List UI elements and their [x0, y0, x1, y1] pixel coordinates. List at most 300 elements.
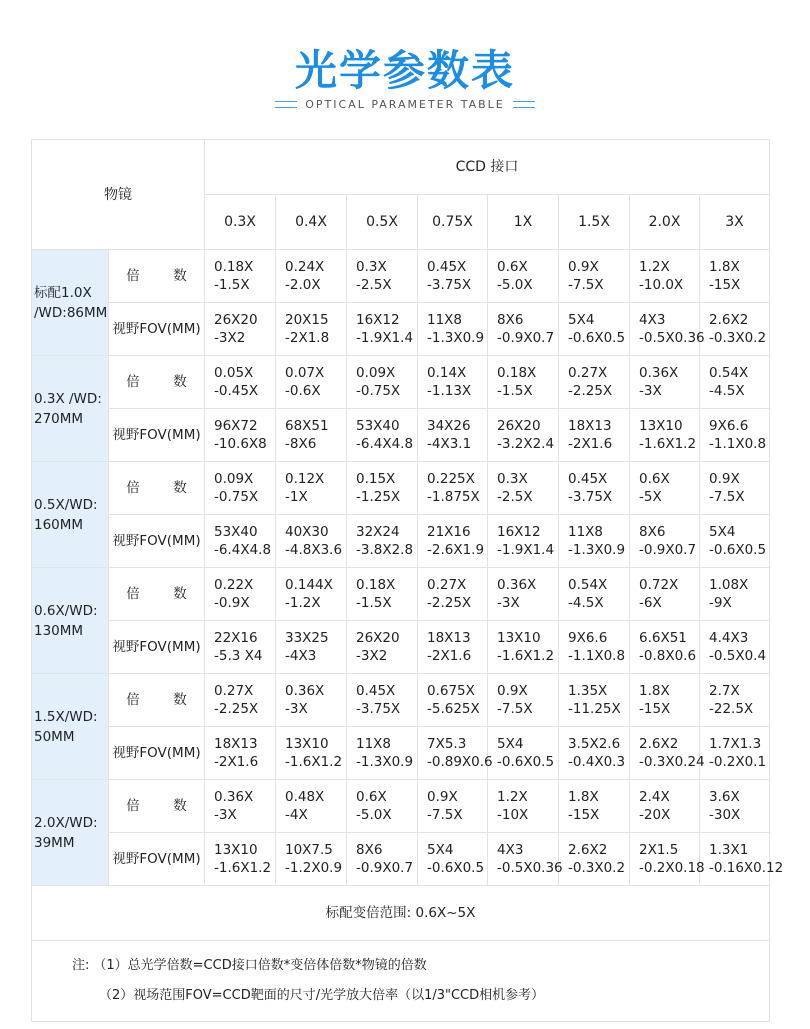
magnification-cell	[559, 356, 630, 409]
cell-value-line-1: 16X12	[356, 312, 400, 328]
cell-value-line-1: 13X10	[639, 418, 683, 434]
cell-value-line-1: 0.675X	[427, 683, 475, 699]
cell-value-line-1: 40X30	[285, 524, 329, 540]
cell-value-line-2: -0.5X0.36	[639, 330, 705, 346]
cell-value-line-2: -1.2X	[285, 595, 321, 611]
cell-value-line-1: 0.9X	[568, 259, 599, 275]
cell-value-line-2: -0.2X0.18	[639, 860, 705, 876]
cell-value-line-2: -1.5X	[497, 383, 533, 399]
cell-value-line-1: 0.9X	[497, 683, 528, 699]
fov-cell	[630, 621, 700, 674]
fov-label: 视野FOV(MM)	[109, 833, 205, 886]
ccd-mag-header: 0.3X	[205, 195, 276, 250]
magnification-cell	[205, 462, 276, 515]
cell-value-line-2: -6.4X4.8	[356, 436, 414, 452]
fov-cell	[700, 515, 770, 568]
cell-value-line-1: 4X3	[639, 312, 666, 328]
fov-cell	[488, 727, 559, 780]
note-text-1: （1）总光学倍数=CCD接口倍数*变倍体倍数*物镜的倍数	[93, 958, 427, 973]
notes-row	[32, 941, 770, 1022]
cell-value-line-2: -1.6X1.2	[639, 436, 697, 452]
cell-value-line-2: -0.9X0.7	[497, 330, 555, 346]
cell-value-line-1: 0.45X	[568, 471, 608, 487]
cell-value-line-2: -0.6X	[285, 383, 321, 399]
cell-value-line-2: -0.16X0.12	[709, 860, 784, 876]
cell-value-line-2: -1.25X	[356, 489, 401, 505]
magnification-cell	[700, 568, 770, 621]
cell-value-line-1: 2.7X	[709, 683, 740, 699]
cell-value-line-1: 26X20	[497, 418, 541, 434]
cell-value-line-1: 0.09X	[214, 471, 254, 487]
cell-value-line-2: -0.3X0.2	[568, 860, 626, 876]
zoom-range-text: 标配变倍范围: 0.6X~5X	[32, 886, 770, 941]
cell-value-line-1: 13X10	[497, 630, 541, 646]
fov-cell	[700, 621, 770, 674]
ccd-mag-header: 2.0X	[630, 195, 700, 250]
magnification-cell	[205, 250, 276, 303]
fov-label: 视野FOV(MM)	[109, 727, 205, 780]
cell-value-line-2: -0.6X0.5	[427, 860, 485, 876]
magnification-cell	[630, 674, 700, 727]
magnification-cell	[418, 250, 488, 303]
magnification-cell	[347, 462, 418, 515]
cell-value-line-1: 0.14X	[427, 365, 467, 381]
ccd-mag-header: 0.4X	[276, 195, 347, 250]
magnification-label: 倍 数	[109, 568, 205, 621]
fov-label: 视野FOV(MM)	[109, 515, 205, 568]
fov-row	[32, 303, 770, 356]
fov-cell	[347, 621, 418, 674]
fov-cell	[559, 833, 630, 886]
fov-cell	[205, 409, 276, 462]
fov-cell	[276, 833, 347, 886]
cell-value-line-1: 8X6	[639, 524, 666, 540]
fov-cell	[700, 303, 770, 356]
cell-value-line-2: -6X	[639, 595, 662, 611]
magnification-cell	[488, 356, 559, 409]
cell-value-line-2: -1.6X1.2	[497, 648, 555, 664]
fov-cell	[630, 303, 705, 356]
ccd-mag-header: 0.5X	[347, 195, 418, 250]
cell-value-line-1: 2.6X2	[568, 842, 608, 858]
magnification-cell	[276, 674, 347, 727]
fov-label: 视野FOV(MM)	[109, 409, 205, 462]
cell-value-line-1: 3.6X	[709, 789, 740, 805]
cell-value-line-1: 0.6X	[639, 471, 670, 487]
cell-value-line-1: 1.8X	[639, 683, 670, 699]
cell-value-line-1: 26X20	[356, 630, 400, 646]
cell-value-line-1: 0.12X	[285, 471, 325, 487]
fov-cell	[630, 727, 705, 780]
fov-cell	[418, 303, 488, 356]
fov-cell	[418, 727, 493, 780]
objective-label: 0.5X/WD: 160MM	[32, 462, 109, 568]
cell-value-line-1: 21X16	[427, 524, 471, 540]
cell-value-line-2: -0.6X0.5	[568, 330, 626, 346]
cell-value-line-1: 5X4	[568, 312, 595, 328]
fov-cell	[559, 409, 630, 462]
cell-value-line-2: -1.6X1.2	[214, 860, 272, 876]
cell-value-line-1: 0.18X	[497, 365, 537, 381]
cell-value-line-2: -0.9X0.7	[356, 860, 414, 876]
cell-value-line-1: 0.9X	[427, 789, 458, 805]
cell-value-line-1: 1.8X	[709, 259, 740, 275]
fov-row	[32, 621, 770, 674]
cell-value-line-2: -4X	[285, 807, 308, 823]
cell-value-line-1: 0.6X	[497, 259, 528, 275]
notes-prefix: 注:	[72, 958, 90, 973]
cell-value-line-2: -2.6X1.9	[427, 542, 485, 558]
cell-value-line-1: 18X13	[568, 418, 612, 434]
fov-cell	[347, 833, 418, 886]
fov-cell	[700, 833, 784, 886]
magnification-row	[32, 568, 770, 621]
cell-value-line-1: 9X6.6	[568, 630, 608, 646]
cell-value-line-2: -0.4X0.3	[568, 754, 626, 770]
magnification-cell	[205, 780, 276, 833]
cell-value-line-2: -3.75X	[356, 701, 401, 717]
cell-value-line-1: 2.6X2	[639, 736, 679, 752]
subtitle-text: OPTICAL PARAMETER TABLE	[305, 98, 505, 111]
cell-value-line-1: 8X6	[497, 312, 524, 328]
cell-value-line-1: 11X8	[427, 312, 463, 328]
magnification-cell	[276, 356, 347, 409]
magnification-cell	[418, 674, 488, 727]
fov-cell	[276, 621, 347, 674]
cell-value-line-2: -0.3X0.24	[639, 754, 705, 770]
cell-value-line-1: 2X1.5	[639, 842, 679, 858]
cell-value-line-2: -0.45X	[214, 383, 259, 399]
cell-value-line-1: 1.8X	[568, 789, 599, 805]
magnification-row	[32, 462, 770, 515]
cell-value-line-2: -1.1X0.8	[568, 648, 626, 664]
cell-value-line-2: -15X	[709, 277, 741, 293]
magnification-cell	[488, 568, 559, 621]
cell-value-line-1: 13X10	[214, 842, 258, 858]
note-line-2	[32, 981, 769, 1011]
cell-value-line-1: 13X10	[285, 736, 329, 752]
cell-value-line-2: -10X	[497, 807, 529, 823]
cell-value-line-2: -1.2X0.9	[285, 860, 343, 876]
cell-value-line-2: -0.6X0.5	[709, 542, 767, 558]
cell-value-line-1: 0.3X	[356, 259, 387, 275]
cell-value-line-2: -2.5X	[356, 277, 392, 293]
objective-label: 0.6X/WD: 130MM	[32, 568, 109, 674]
fov-cell	[276, 727, 347, 780]
ccd-mag-header: 0.75X	[418, 195, 488, 250]
cell-value-line-2: -2.25X	[214, 701, 259, 717]
fov-cell	[418, 621, 488, 674]
magnification-cell	[559, 462, 630, 515]
cell-value-line-2: -3X2	[356, 648, 388, 664]
cell-value-line-2: -10.0X	[639, 277, 684, 293]
cell-value-line-1: 8X6	[356, 842, 383, 858]
cell-value-line-1: 0.07X	[285, 365, 325, 381]
cell-value-line-1: 0.36X	[285, 683, 325, 699]
fov-cell	[276, 515, 347, 568]
cell-value-line-1: 22X16	[214, 630, 258, 646]
magnification-cell	[559, 780, 630, 833]
cell-value-line-2: -2.0X	[285, 277, 321, 293]
fov-cell	[488, 833, 563, 886]
magnification-cell	[488, 462, 559, 515]
cell-value-line-1: 1.08X	[709, 577, 749, 593]
cell-value-line-2: -4X3.1	[427, 436, 472, 452]
cell-value-line-1: 2.6X2	[709, 312, 749, 328]
objective-label: 标配1.0X /WD:86MM	[32, 250, 109, 356]
magnification-label: 倍 数	[109, 462, 205, 515]
cell-value-line-2: -1.3X0.9	[356, 754, 414, 770]
fov-cell	[559, 621, 630, 674]
magnification-row	[32, 780, 770, 833]
fov-cell	[488, 621, 559, 674]
cell-value-line-2: -15X	[568, 807, 600, 823]
magnification-row	[32, 356, 770, 409]
fov-cell	[205, 621, 276, 674]
cell-value-line-2: -0.2X0.1	[709, 754, 767, 770]
magnification-cell	[700, 462, 770, 515]
magnification-cell	[630, 356, 700, 409]
magnification-row	[32, 250, 770, 303]
cell-value-line-2: -1X	[285, 489, 308, 505]
cell-value-line-2: -11.25X	[568, 701, 621, 717]
cell-value-line-2: -2.5X	[497, 489, 533, 505]
cell-value-line-1: 0.45X	[427, 259, 467, 275]
cell-value-line-2: -4.5X	[709, 383, 745, 399]
cell-value-line-1: 0.15X	[356, 471, 396, 487]
cell-value-line-1: 11X8	[568, 524, 604, 540]
fov-cell	[559, 515, 630, 568]
cell-value-line-2: -2.25X	[568, 383, 613, 399]
cell-value-line-1: 16X12	[497, 524, 541, 540]
fov-label: 视野FOV(MM)	[109, 303, 205, 356]
fov-row	[32, 515, 770, 568]
cell-value-line-2: -1.3X0.9	[568, 542, 626, 558]
cell-value-line-1: 0.27X	[214, 683, 254, 699]
magnification-cell	[700, 356, 770, 409]
magnification-cell	[630, 250, 700, 303]
ccd-mag-header: 1.5X	[559, 195, 630, 250]
magnification-cell	[347, 568, 418, 621]
cell-value-line-1: 0.27X	[568, 365, 608, 381]
magnification-cell	[205, 568, 276, 621]
magnification-cell	[205, 674, 276, 727]
cell-value-line-2: -15X	[639, 701, 671, 717]
cell-value-line-2: -4.5X	[568, 595, 604, 611]
fov-cell	[488, 515, 559, 568]
cell-value-line-2: -3X2	[214, 330, 246, 346]
note-text-2: （2）视场范围FOV=CCD靶面的尺寸/光学放大倍率（以1/3"CCD相机参考）	[99, 988, 545, 1003]
cell-value-line-2: -0.75X	[356, 383, 401, 399]
cell-value-line-1: 0.05X	[214, 365, 254, 381]
cell-value-line-1: 5X4	[709, 524, 736, 540]
cell-value-line-2: -0.6X0.5	[497, 754, 555, 770]
magnification-cell	[418, 462, 488, 515]
magnification-cell	[559, 568, 630, 621]
cell-value-line-2: -3.2X2.4	[497, 436, 555, 452]
fov-cell	[205, 727, 276, 780]
cell-value-line-2: -2X1.6	[427, 648, 472, 664]
cell-value-line-2: -3X	[214, 807, 237, 823]
objective-label: 0.3X /WD: 270MM	[32, 356, 109, 462]
cell-value-line-1: 1.2X	[497, 789, 528, 805]
cell-value-line-2: -3X	[639, 383, 662, 399]
cell-value-line-1: 0.144X	[285, 577, 333, 593]
cell-value-line-2: -2X1.6	[568, 436, 613, 452]
cell-value-line-1: 18X13	[214, 736, 258, 752]
fov-cell	[630, 515, 700, 568]
cell-value-line-2: -3.75X	[568, 489, 613, 505]
objective-header: 物镜	[32, 140, 205, 250]
magnification-cell	[276, 462, 347, 515]
magnification-cell	[630, 780, 700, 833]
cell-value-line-1: 53X40	[214, 524, 258, 540]
cell-value-line-2: -4X3	[285, 648, 317, 664]
cell-value-line-1: 0.18X	[356, 577, 396, 593]
fov-cell	[205, 833, 276, 886]
fov-cell	[276, 303, 347, 356]
fov-cell	[700, 727, 770, 780]
magnification-cell	[205, 356, 276, 409]
cell-value-line-2: -0.9X0.7	[639, 542, 697, 558]
cell-value-line-1: 5X4	[427, 842, 454, 858]
page-title: 光学参数表	[294, 46, 515, 95]
cell-value-line-2: -2X1.6	[214, 754, 259, 770]
cell-value-line-2: -3.8X2.8	[356, 542, 414, 558]
fov-cell	[700, 409, 770, 462]
cell-value-line-1: 0.45X	[356, 683, 396, 699]
fov-cell	[347, 409, 418, 462]
cell-value-line-2: -1.9X1.4	[497, 542, 555, 558]
cell-value-line-1: 0.9X	[709, 471, 740, 487]
fov-cell	[630, 833, 705, 886]
fov-cell	[630, 409, 700, 462]
cell-value-line-2: -1.5X	[356, 595, 392, 611]
cell-value-line-1: 20X15	[285, 312, 329, 328]
cell-value-line-2: -0.89X0.6	[427, 754, 493, 770]
cell-value-line-2: -1.5X	[214, 277, 250, 293]
cell-value-line-2: -1.875X	[427, 489, 480, 505]
fov-cell	[205, 515, 276, 568]
fov-cell	[488, 303, 559, 356]
cell-value-line-1: 0.27X	[427, 577, 467, 593]
fov-row	[32, 833, 770, 886]
cell-value-line-2: -30X	[709, 807, 741, 823]
cell-value-line-2: -0.75X	[214, 489, 259, 505]
cell-value-line-1: 9X6.6	[709, 418, 749, 434]
fov-cell	[559, 727, 630, 780]
fov-row	[32, 409, 770, 462]
fov-label: 视野FOV(MM)	[109, 621, 205, 674]
cell-value-line-2: -0.8X0.6	[639, 648, 697, 664]
fov-cell	[418, 833, 488, 886]
cell-value-line-1: 18X13	[427, 630, 471, 646]
magnification-cell	[700, 780, 770, 833]
fov-cell	[205, 303, 276, 356]
note-line-1	[32, 951, 769, 981]
fov-cell	[347, 303, 418, 356]
zoom-range-row	[32, 886, 770, 941]
cell-value-line-1: 1.35X	[568, 683, 608, 699]
cell-value-line-2: -2.25X	[427, 595, 472, 611]
cell-value-line-2: -1.3X0.9	[427, 330, 485, 346]
cell-value-line-1: 96X72	[214, 418, 258, 434]
cell-value-line-1: 5X4	[497, 736, 524, 752]
cell-value-line-2: -7.5X	[568, 277, 604, 293]
magnification-cell	[347, 674, 418, 727]
magnification-cell	[276, 780, 347, 833]
magnification-label: 倍 数	[109, 356, 205, 409]
optical-parameter-table	[31, 139, 784, 1022]
cell-value-line-1: 68X51	[285, 418, 329, 434]
magnification-cell	[418, 356, 488, 409]
magnification-label: 倍 数	[109, 250, 205, 303]
cell-value-line-2: -0.5X0.36	[497, 860, 563, 876]
cell-value-line-1: 10X7.5	[285, 842, 333, 858]
magnification-cell	[276, 250, 347, 303]
cell-value-line-1: 0.24X	[285, 259, 325, 275]
cell-value-line-1: 1.3X1	[709, 842, 749, 858]
cell-value-line-1: 0.3X	[497, 471, 528, 487]
magnification-cell	[347, 780, 418, 833]
notes-cell	[32, 941, 770, 1022]
cell-value-line-1: 32X24	[356, 524, 400, 540]
cell-value-line-2: -5.0X	[356, 807, 392, 823]
magnification-row	[32, 674, 770, 727]
magnification-cell	[630, 568, 700, 621]
cell-value-line-1: 0.22X	[214, 577, 254, 593]
cell-value-line-1: 0.225X	[427, 471, 475, 487]
cell-value-line-1: 0.6X	[356, 789, 387, 805]
cell-value-line-2: -0.9X	[214, 595, 250, 611]
cell-value-line-1: 1.7X1.3	[709, 736, 762, 752]
cell-value-line-2: -1.1X0.8	[709, 436, 767, 452]
ccd-mag-header: 3X	[700, 195, 770, 250]
magnification-cell	[488, 674, 559, 727]
fov-row	[32, 727, 770, 780]
cell-value-line-2: -1.13X	[427, 383, 472, 399]
cell-value-line-2: -1.6X1.2	[285, 754, 343, 770]
cell-value-line-1: 33X25	[285, 630, 329, 646]
fov-cell	[488, 409, 559, 462]
fov-cell	[347, 727, 418, 780]
cell-value-line-1: 0.54X	[568, 577, 608, 593]
fov-cell	[276, 409, 347, 462]
page-subtitle	[0, 98, 810, 111]
cell-value-line-1: 0.54X	[709, 365, 749, 381]
fov-cell	[347, 515, 418, 568]
cell-value-line-1: 11X8	[356, 736, 392, 752]
cell-value-line-2: -7.5X	[497, 701, 533, 717]
cell-value-line-1: 0.36X	[497, 577, 537, 593]
cell-value-line-2: -5.0X	[497, 277, 533, 293]
magnification-cell	[488, 250, 559, 303]
cell-value-line-2: -0.3X0.2	[709, 330, 767, 346]
magnification-label: 倍 数	[109, 780, 205, 833]
cell-value-line-1: 7X5.3	[427, 736, 467, 752]
cell-value-line-1: 0.18X	[214, 259, 254, 275]
fov-cell	[418, 515, 488, 568]
cell-value-line-2: -10.6X8	[214, 436, 267, 452]
cell-value-line-2: -7.5X	[427, 807, 463, 823]
cell-value-line-2: -9X	[709, 595, 732, 611]
cell-value-line-2: -5.625X	[427, 701, 480, 717]
magnification-cell	[700, 250, 770, 303]
cell-value-line-1: 0.72X	[639, 577, 679, 593]
cell-value-line-2: -7.5X	[709, 489, 745, 505]
magnification-label: 倍 数	[109, 674, 205, 727]
cell-value-line-1: 0.48X	[285, 789, 325, 805]
